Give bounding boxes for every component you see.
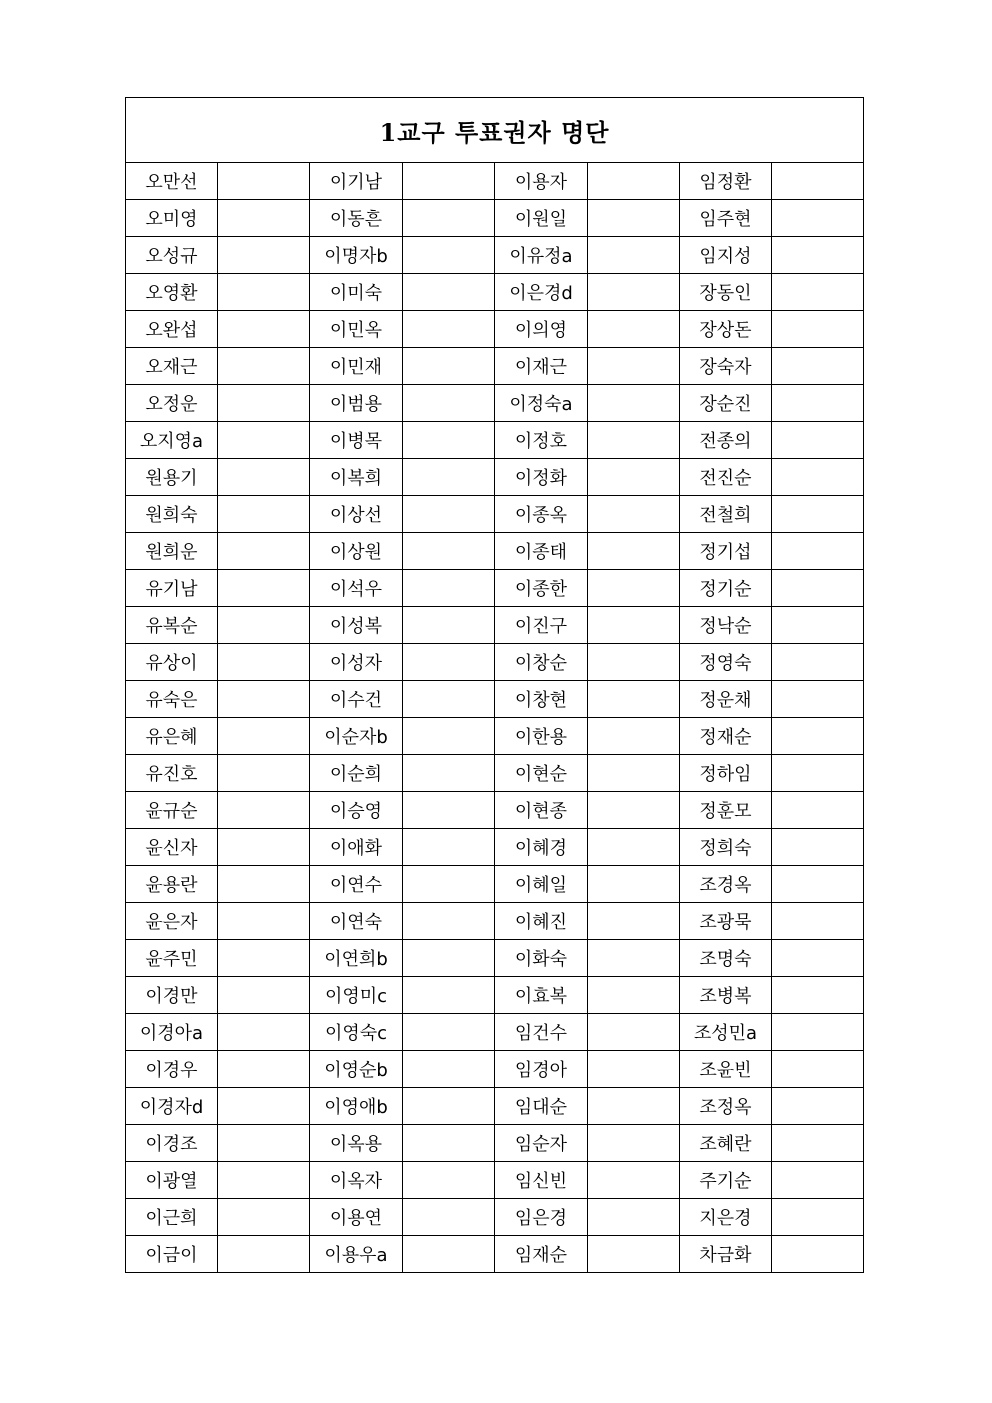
roster-title: 1교구 투표권자 명단 <box>126 98 864 163</box>
voter-name-cell: 정훈모 <box>680 792 772 829</box>
voter-mark-cell <box>588 1088 680 1125</box>
voter-mark-cell <box>588 496 680 533</box>
voter-mark-cell <box>772 1014 864 1051</box>
voter-mark-cell <box>403 496 495 533</box>
voter-name-cell: 정낙순 <box>680 607 772 644</box>
table-row <box>126 496 864 533</box>
voter-name-cell: 임경아 <box>495 1051 588 1088</box>
voter-mark-cell <box>772 237 864 274</box>
voter-mark-cell <box>588 1014 680 1051</box>
voter-mark-cell <box>588 459 680 496</box>
voter-name-cell: 오완섭 <box>126 311 218 348</box>
voter-name-cell: 이연희b <box>310 940 403 977</box>
table-row <box>126 903 864 940</box>
voter-name-cell: 이영숙c <box>310 1014 403 1051</box>
voter-mark-cell <box>218 459 310 496</box>
voter-mark-cell <box>772 977 864 1014</box>
voter-name-cell: 이영미c <box>310 977 403 1014</box>
voter-mark-cell <box>218 422 310 459</box>
voter-mark-cell <box>403 1088 495 1125</box>
table-row <box>126 681 864 718</box>
voter-mark-cell <box>403 903 495 940</box>
voter-mark-cell <box>403 385 495 422</box>
voter-mark-cell <box>403 644 495 681</box>
voter-name-cell: 이한용 <box>495 718 588 755</box>
voter-mark-cell <box>403 237 495 274</box>
voter-mark-cell <box>588 533 680 570</box>
voter-name-cell: 이연수 <box>310 866 403 903</box>
voter-mark-cell <box>218 1088 310 1125</box>
voter-name-cell: 조경옥 <box>680 866 772 903</box>
voter-name-cell: 윤용란 <box>126 866 218 903</box>
voter-name-cell: 이옥자 <box>310 1162 403 1199</box>
voter-name-cell: 유진호 <box>126 755 218 792</box>
voter-mark-cell <box>218 200 310 237</box>
table-row <box>126 1236 864 1273</box>
voter-mark-cell <box>218 237 310 274</box>
voter-name-cell: 이광열 <box>126 1162 218 1199</box>
voter-mark-cell <box>403 459 495 496</box>
voter-mark-cell <box>218 718 310 755</box>
voter-mark-cell <box>218 940 310 977</box>
voter-mark-cell <box>403 792 495 829</box>
table-row <box>126 422 864 459</box>
voter-mark-cell <box>218 792 310 829</box>
voter-mark-cell <box>772 348 864 385</box>
voter-name-cell: 오영환 <box>126 274 218 311</box>
voter-mark-cell <box>588 1236 680 1273</box>
voter-name-cell: 유은혜 <box>126 718 218 755</box>
voter-name-cell: 이상원 <box>310 533 403 570</box>
table-row <box>126 237 864 274</box>
voter-mark-cell <box>218 1236 310 1273</box>
voter-name-cell: 정재순 <box>680 718 772 755</box>
voter-name-cell: 이정숙a <box>495 385 588 422</box>
voter-mark-cell <box>218 1125 310 1162</box>
voter-name-cell: 이애화 <box>310 829 403 866</box>
voter-name-cell: 이용연 <box>310 1199 403 1236</box>
voter-name-cell: 이경조 <box>126 1125 218 1162</box>
voter-name-cell: 주기순 <box>680 1162 772 1199</box>
voter-mark-cell <box>772 903 864 940</box>
voter-name-cell: 이화숙 <box>495 940 588 977</box>
voter-mark-cell <box>403 570 495 607</box>
voter-mark-cell <box>218 866 310 903</box>
voter-name-cell: 이의영 <box>495 311 588 348</box>
voter-name-cell: 이혜진 <box>495 903 588 940</box>
table-row <box>126 274 864 311</box>
voter-mark-cell <box>588 1162 680 1199</box>
voter-mark-cell <box>218 1162 310 1199</box>
voter-name-cell: 전진순 <box>680 459 772 496</box>
table-row <box>126 163 864 200</box>
table-row <box>126 1199 864 1236</box>
voter-mark-cell <box>772 940 864 977</box>
voter-name-cell: 이상선 <box>310 496 403 533</box>
voter-name-cell: 이복희 <box>310 459 403 496</box>
voter-mark-cell <box>772 866 864 903</box>
voter-mark-cell <box>218 570 310 607</box>
voter-name-cell: 이정화 <box>495 459 588 496</box>
voter-name-cell: 이범용 <box>310 385 403 422</box>
voter-mark-cell <box>403 1199 495 1236</box>
voter-name-cell: 이은경d <box>495 274 588 311</box>
voter-name-cell: 임정환 <box>680 163 772 200</box>
voter-mark-cell <box>772 496 864 533</box>
table-row <box>126 977 864 1014</box>
voter-name-cell: 정기순 <box>680 570 772 607</box>
voter-name-cell: 이경만 <box>126 977 218 1014</box>
voter-name-cell: 이원일 <box>495 200 588 237</box>
voter-mark-cell <box>588 829 680 866</box>
voter-mark-cell <box>588 977 680 1014</box>
voter-name-cell: 이병목 <box>310 422 403 459</box>
table-row <box>126 385 864 422</box>
table-row <box>126 644 864 681</box>
voter-mark-cell <box>772 718 864 755</box>
voter-mark-cell <box>772 1088 864 1125</box>
voter-name-cell: 이명자b <box>310 237 403 274</box>
voter-mark-cell <box>218 681 310 718</box>
voter-mark-cell <box>772 163 864 200</box>
voter-name-cell: 오미영 <box>126 200 218 237</box>
voter-mark-cell <box>772 1162 864 1199</box>
voter-mark-cell <box>772 644 864 681</box>
voter-name-cell: 오성규 <box>126 237 218 274</box>
voter-roster-table <box>125 97 864 1273</box>
table-row <box>126 311 864 348</box>
voter-mark-cell <box>772 792 864 829</box>
voter-name-cell: 정운채 <box>680 681 772 718</box>
voter-name-cell: 윤규순 <box>126 792 218 829</box>
voter-name-cell: 이미숙 <box>310 274 403 311</box>
voter-name-cell: 이순희 <box>310 755 403 792</box>
voter-name-cell: 조정옥 <box>680 1088 772 1125</box>
voter-name-cell: 전철희 <box>680 496 772 533</box>
voter-mark-cell <box>772 459 864 496</box>
voter-mark-cell <box>772 829 864 866</box>
voter-mark-cell <box>403 1162 495 1199</box>
voter-name-cell: 이혜일 <box>495 866 588 903</box>
voter-mark-cell <box>403 755 495 792</box>
voter-mark-cell <box>588 866 680 903</box>
voter-mark-cell <box>772 385 864 422</box>
voter-name-cell: 이재근 <box>495 348 588 385</box>
table-row <box>126 829 864 866</box>
voter-name-cell: 이종태 <box>495 533 588 570</box>
voter-mark-cell <box>218 533 310 570</box>
voter-name-cell: 이경우 <box>126 1051 218 1088</box>
voter-mark-cell <box>588 348 680 385</box>
voter-name-cell: 유복순 <box>126 607 218 644</box>
voter-mark-cell <box>772 570 864 607</box>
voter-mark-cell <box>588 1125 680 1162</box>
voter-mark-cell <box>588 163 680 200</box>
voter-name-cell: 윤은자 <box>126 903 218 940</box>
voter-name-cell: 조성민a <box>680 1014 772 1051</box>
voter-mark-cell <box>403 533 495 570</box>
voter-name-cell: 이용자 <box>495 163 588 200</box>
voter-mark-cell <box>403 1051 495 1088</box>
voter-name-cell: 이경아a <box>126 1014 218 1051</box>
voter-name-cell: 지은경 <box>680 1199 772 1236</box>
voter-name-cell: 이금이 <box>126 1236 218 1273</box>
voter-name-cell: 장순진 <box>680 385 772 422</box>
voter-name-cell: 임은경 <box>495 1199 588 1236</box>
voter-mark-cell <box>772 681 864 718</box>
voter-name-cell: 원희운 <box>126 533 218 570</box>
table-row <box>126 533 864 570</box>
voter-name-cell: 이석우 <box>310 570 403 607</box>
voter-name-cell: 윤주민 <box>126 940 218 977</box>
table-row <box>126 1125 864 1162</box>
voter-name-cell: 정희숙 <box>680 829 772 866</box>
voter-mark-cell <box>772 311 864 348</box>
voter-mark-cell <box>218 977 310 1014</box>
voter-mark-cell <box>218 607 310 644</box>
voter-name-cell: 이순자b <box>310 718 403 755</box>
voter-mark-cell <box>772 533 864 570</box>
voter-mark-cell <box>403 829 495 866</box>
voter-mark-cell <box>403 1125 495 1162</box>
voter-mark-cell <box>218 348 310 385</box>
voter-mark-cell <box>588 311 680 348</box>
table-row <box>126 570 864 607</box>
table-row <box>126 1162 864 1199</box>
voter-name-cell: 이영애b <box>310 1088 403 1125</box>
voter-name-cell: 오정운 <box>126 385 218 422</box>
voter-mark-cell <box>403 422 495 459</box>
voter-name-cell: 이정호 <box>495 422 588 459</box>
voter-mark-cell <box>588 1051 680 1088</box>
voter-name-cell: 이종한 <box>495 570 588 607</box>
voter-name-cell: 이민재 <box>310 348 403 385</box>
voter-name-cell: 유숙은 <box>126 681 218 718</box>
voter-name-cell: 이종옥 <box>495 496 588 533</box>
voter-mark-cell <box>772 422 864 459</box>
voter-mark-cell <box>403 1014 495 1051</box>
voter-name-cell: 장숙자 <box>680 348 772 385</box>
voter-name-cell: 정기섭 <box>680 533 772 570</box>
voter-name-cell: 이영순b <box>310 1051 403 1088</box>
voter-mark-cell <box>218 274 310 311</box>
voter-mark-cell <box>772 274 864 311</box>
voter-name-cell: 이현종 <box>495 792 588 829</box>
voter-name-cell: 이창현 <box>495 681 588 718</box>
table-row <box>126 866 864 903</box>
voter-mark-cell <box>218 1199 310 1236</box>
table-row <box>126 348 864 385</box>
voter-mark-cell <box>218 755 310 792</box>
voter-name-cell: 임순자 <box>495 1125 588 1162</box>
voter-name-cell: 조광묵 <box>680 903 772 940</box>
voter-name-cell: 정하임 <box>680 755 772 792</box>
voter-name-cell: 이연숙 <box>310 903 403 940</box>
voter-mark-cell <box>588 570 680 607</box>
table-row <box>126 1051 864 1088</box>
voter-name-cell: 임주현 <box>680 200 772 237</box>
voter-mark-cell <box>588 200 680 237</box>
voter-name-cell: 임지성 <box>680 237 772 274</box>
voter-mark-cell <box>403 977 495 1014</box>
voter-name-cell: 전종의 <box>680 422 772 459</box>
voter-name-cell: 이용우a <box>310 1236 403 1273</box>
voter-mark-cell <box>772 607 864 644</box>
voter-mark-cell <box>218 311 310 348</box>
voter-name-cell: 이동흔 <box>310 200 403 237</box>
table-row <box>126 607 864 644</box>
voter-mark-cell <box>403 718 495 755</box>
voter-name-cell: 이성자 <box>310 644 403 681</box>
voter-mark-cell <box>218 644 310 681</box>
voter-name-cell: 이근희 <box>126 1199 218 1236</box>
voter-mark-cell <box>588 274 680 311</box>
voter-name-cell: 오만선 <box>126 163 218 200</box>
voter-mark-cell <box>772 200 864 237</box>
voter-name-cell: 이유정a <box>495 237 588 274</box>
table-row <box>126 718 864 755</box>
table-row <box>126 459 864 496</box>
voter-mark-cell <box>403 163 495 200</box>
voter-mark-cell <box>403 274 495 311</box>
voter-mark-cell <box>588 422 680 459</box>
voter-name-cell: 임대순 <box>495 1088 588 1125</box>
voter-name-cell: 이효복 <box>495 977 588 1014</box>
voter-mark-cell <box>772 1051 864 1088</box>
voter-name-cell: 조혜란 <box>680 1125 772 1162</box>
voter-name-cell: 이기남 <box>310 163 403 200</box>
voter-name-cell: 이옥용 <box>310 1125 403 1162</box>
voter-mark-cell <box>772 1236 864 1273</box>
voter-mark-cell <box>588 718 680 755</box>
voter-mark-cell <box>772 1199 864 1236</box>
voter-mark-cell <box>588 237 680 274</box>
table-row <box>126 792 864 829</box>
voter-mark-cell <box>218 496 310 533</box>
voter-mark-cell <box>403 348 495 385</box>
voter-name-cell: 오재근 <box>126 348 218 385</box>
voter-mark-cell <box>218 163 310 200</box>
table-row <box>126 755 864 792</box>
voter-name-cell: 이성복 <box>310 607 403 644</box>
table-row <box>126 1014 864 1051</box>
voter-name-cell: 이현순 <box>495 755 588 792</box>
voter-mark-cell <box>588 1199 680 1236</box>
voter-name-cell: 이수건 <box>310 681 403 718</box>
voter-mark-cell <box>772 755 864 792</box>
voter-mark-cell <box>403 311 495 348</box>
voter-name-cell: 이민옥 <box>310 311 403 348</box>
voter-name-cell: 원용기 <box>126 459 218 496</box>
voter-mark-cell <box>588 940 680 977</box>
voter-name-cell: 유기남 <box>126 570 218 607</box>
voter-name-cell: 윤신자 <box>126 829 218 866</box>
voter-name-cell: 임건수 <box>495 1014 588 1051</box>
voter-mark-cell <box>588 792 680 829</box>
table-row <box>126 940 864 977</box>
voter-name-cell: 임재순 <box>495 1236 588 1273</box>
voter-name-cell: 이진구 <box>495 607 588 644</box>
voter-mark-cell <box>403 1236 495 1273</box>
voter-name-cell: 오지영a <box>126 422 218 459</box>
table-row <box>126 200 864 237</box>
voter-name-cell: 유상이 <box>126 644 218 681</box>
voter-mark-cell <box>588 755 680 792</box>
voter-mark-cell <box>218 829 310 866</box>
voter-mark-cell <box>403 607 495 644</box>
voter-name-cell: 조명숙 <box>680 940 772 977</box>
voter-name-cell: 조병복 <box>680 977 772 1014</box>
voter-name-cell: 이창순 <box>495 644 588 681</box>
voter-mark-cell <box>588 607 680 644</box>
voter-mark-cell <box>403 681 495 718</box>
voter-mark-cell <box>588 644 680 681</box>
voter-name-cell: 이경자d <box>126 1088 218 1125</box>
voter-mark-cell <box>218 1014 310 1051</box>
table-row <box>126 1088 864 1125</box>
voter-name-cell: 이혜경 <box>495 829 588 866</box>
voter-mark-cell <box>403 200 495 237</box>
voter-name-cell: 정영숙 <box>680 644 772 681</box>
voter-mark-cell <box>588 903 680 940</box>
voter-name-cell: 임신빈 <box>495 1162 588 1199</box>
voter-name-cell: 차금화 <box>680 1236 772 1273</box>
voter-name-cell: 조윤빈 <box>680 1051 772 1088</box>
voter-mark-cell <box>772 1125 864 1162</box>
roster-body <box>126 163 864 1273</box>
voter-mark-cell <box>403 866 495 903</box>
voter-name-cell: 이승영 <box>310 792 403 829</box>
voter-mark-cell <box>218 1051 310 1088</box>
voter-mark-cell <box>403 940 495 977</box>
voter-mark-cell <box>218 385 310 422</box>
voter-name-cell: 장상돈 <box>680 311 772 348</box>
voter-mark-cell <box>218 903 310 940</box>
voter-mark-cell <box>588 385 680 422</box>
voter-name-cell: 장동인 <box>680 274 772 311</box>
voter-name-cell: 원희숙 <box>126 496 218 533</box>
voter-mark-cell <box>588 681 680 718</box>
